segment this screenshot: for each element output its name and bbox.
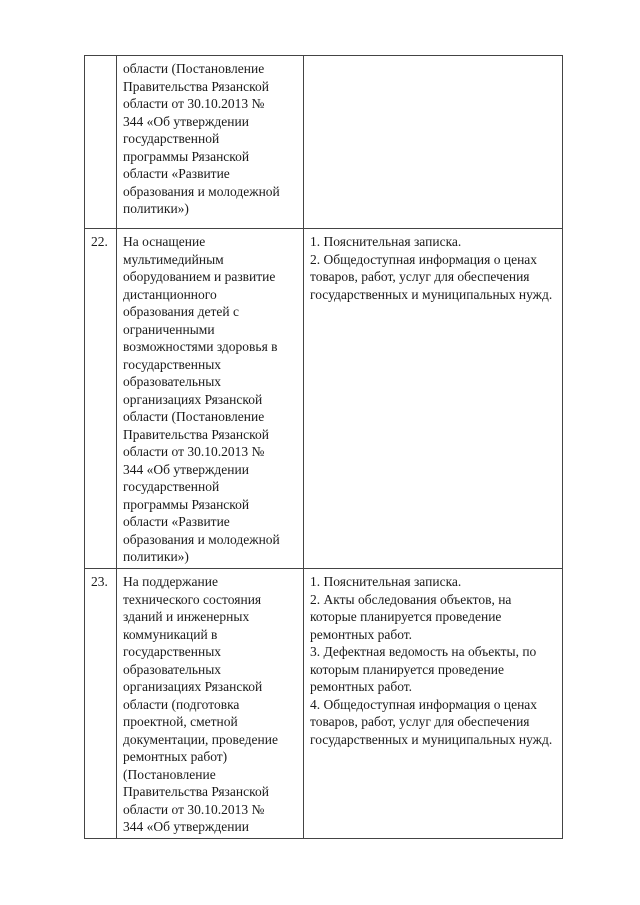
required-documents xyxy=(304,56,563,229)
table-row xyxy=(85,229,563,569)
measure-name-text: области (Постановление Правительства Рязанской области от 30.10.2013 № 344 «Об утверждении государственной программы Рязанской области «Развитие образования и молодежной политики») xyxy=(123,61,280,216)
document-item: 1. Пояснительная записка. xyxy=(310,234,462,249)
required-documents xyxy=(304,569,563,839)
required-documents xyxy=(304,229,563,569)
row-number: 22. xyxy=(85,229,117,569)
document-item: 1. Пояснительная записка. xyxy=(310,574,462,589)
measure-name xyxy=(117,229,304,569)
document-table xyxy=(84,55,563,839)
measure-name xyxy=(117,569,304,839)
document-item: 3. Дефектная ведомость на объекты, по которым планируется проведение ремонтных работ. xyxy=(310,644,537,694)
row-number: 23. xyxy=(85,569,117,839)
document-item: 2. Акты обследования объектов, на которые планируется проведение ремонтных работ. xyxy=(310,591,512,642)
measure-name xyxy=(117,56,304,229)
measure-name-text: На оснащение мультимедийным оборудованием и развитие дистанционного образования детей с ограниченными возможностями здоровья в государственных образовательных организациях Рязанской области (Постановление Правительства Рязанской области от 30.10.2013 № 344 «Об утверждении государственной программы Рязанской области «Развитие образования и молодежной политики») xyxy=(123,234,280,564)
table-row xyxy=(85,56,563,229)
row-number xyxy=(85,56,117,229)
document-item: 4. Общедоступная информация о ценах товаров, работ, услуг для обеспечения государственных и муниципальных нужд. xyxy=(310,696,553,747)
table-row xyxy=(85,569,563,839)
measure-name-text: На поддержание технического состояния зданий и инженерных коммуникаций в государственных образовательных организациях Рязанской области (подготовка проектной, сметной документации, проведение ремонтных работ) (Постановление Правительства Рязанской области от 30.10.2013 № 344 «Об утверждении xyxy=(123,574,278,834)
document-item: 2. Общедоступная информация о ценах товаров, работ, услуг для обеспечения государственных и муниципальных нужд. xyxy=(310,251,553,302)
